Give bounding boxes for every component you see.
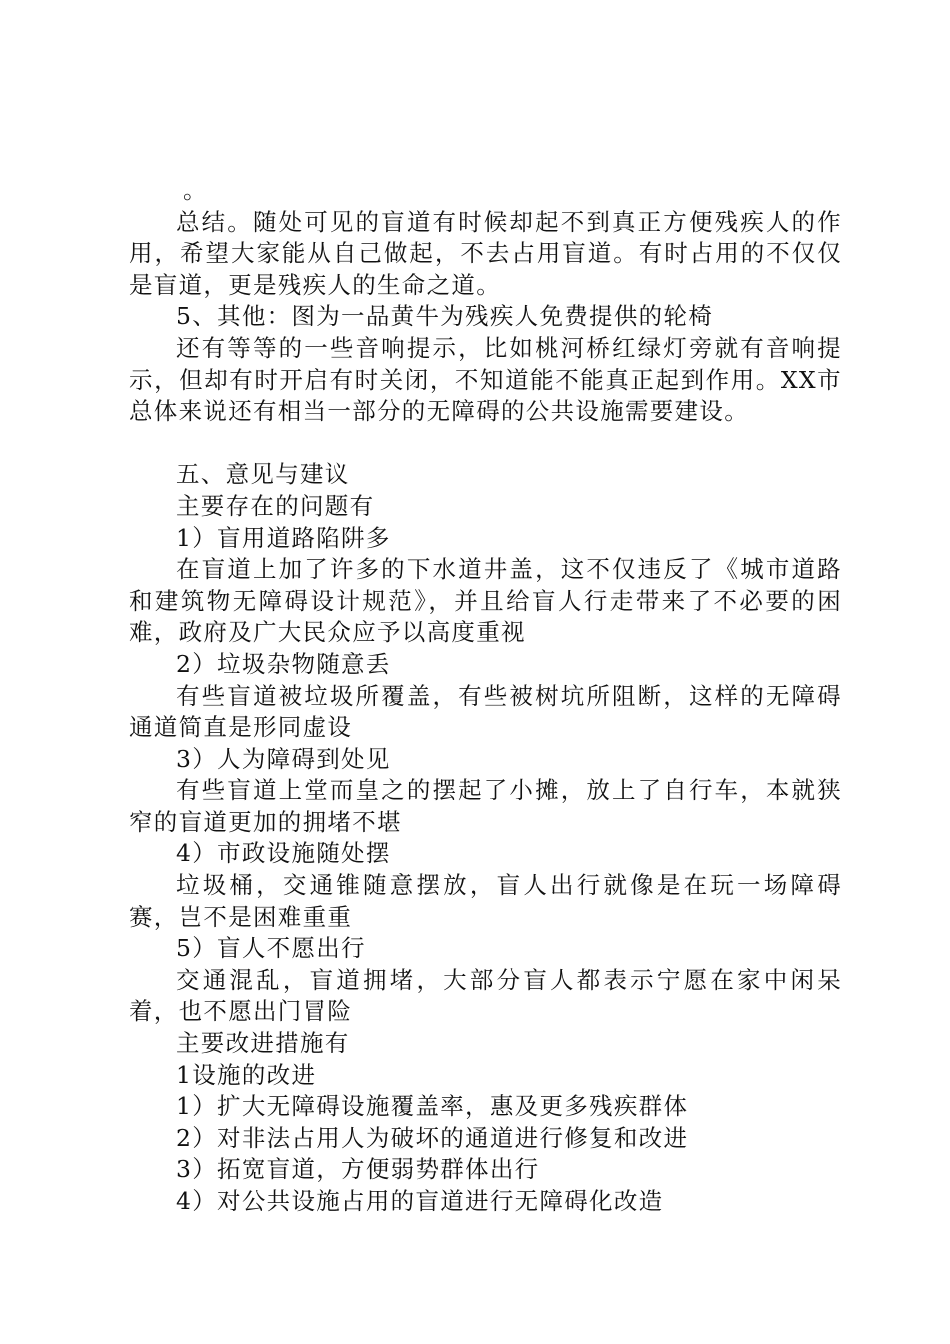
measure-item-3: 3）拓宽盲道，方便弱势群体出行 <box>176 1155 540 1184</box>
problem-detail-4: 垃圾桶，交通锥随意摆放，盲人出行就像是在玩一场障碍赛，岂不是困难重重 <box>129 871 842 931</box>
measure-category-1: 1设施的改进 <box>176 1060 317 1089</box>
problem-detail-1: 在盲道上加了许多的下水道井盖，这不仅违反了《城市道路和建筑物无障碍设计规范》，并且给盲人行走带来了不必要的困难，政府及广大民众应予以高度重视 <box>129 555 842 647</box>
measure-item-1: 1）扩大无障碍设施覆盖率，惠及更多残疾群体 <box>176 1092 689 1121</box>
problem-item-3: 3）人为障碍到处见 <box>176 744 391 773</box>
problem-detail-3: 有些盲道上堂而皇之的摆起了小摊，放上了自行车，本就狭窄的盲道更加的拥堵不堪 <box>129 776 842 836</box>
problem-detail-5: 交通混乱，盲道拥堵，大部分盲人都表示宁愿在家中闲呆着，也不愿出门冒险 <box>129 965 842 1026</box>
problem-item-2: 2）垃圾杂物随意丢 <box>176 649 391 678</box>
measure-item-4: 4）对公共设施占用的盲道进行无障碍化改造 <box>176 1187 664 1215</box>
problem-detail-2: 有些盲道被垃圾所覆盖，有些被树坑所阻断，这样的无障碍通道简直是形同虚设 <box>129 681 842 742</box>
problem-item-4: 4）市政设施随处摆 <box>176 839 391 868</box>
paragraph-audio-prompts: 还有等等的一些音响提示，比如桃河桥红绿灯旁就有音响提示，但却有时开启有时关闭，不知道能不能真正起到作用。XX市总体来说还有相当一部分的无障碍的公共设施需要建设。 <box>129 333 842 426</box>
subheading-measures: 主要改进措施有 <box>176 1029 350 1058</box>
paragraph-summary: 总结。随处可见的盲道有时候却起不到真正方便残疾人的作用，希望大家能从自己做起，不去占用盲道。有时占用的不仅仅是盲道，更是残疾人的生命之道。 <box>129 207 842 299</box>
problem-item-5: 5）盲人不愿出行 <box>176 934 366 963</box>
subheading-problems: 主要存在的问题有 <box>176 491 375 520</box>
measure-item-2: 2）对非法占用人为破坏的通道进行修复和改进 <box>176 1123 689 1152</box>
blank-line <box>129 428 842 460</box>
problem-item-1: 1）盲用道路陷阱多 <box>176 523 391 552</box>
punctuation-line: 。 <box>183 176 208 204</box>
section-heading-suggestions: 五、意见与建议 <box>176 460 350 489</box>
paragraph-other-heading: 5、其他：图为一品黄牛为残疾人免费提供的轮椅 <box>176 302 714 331</box>
